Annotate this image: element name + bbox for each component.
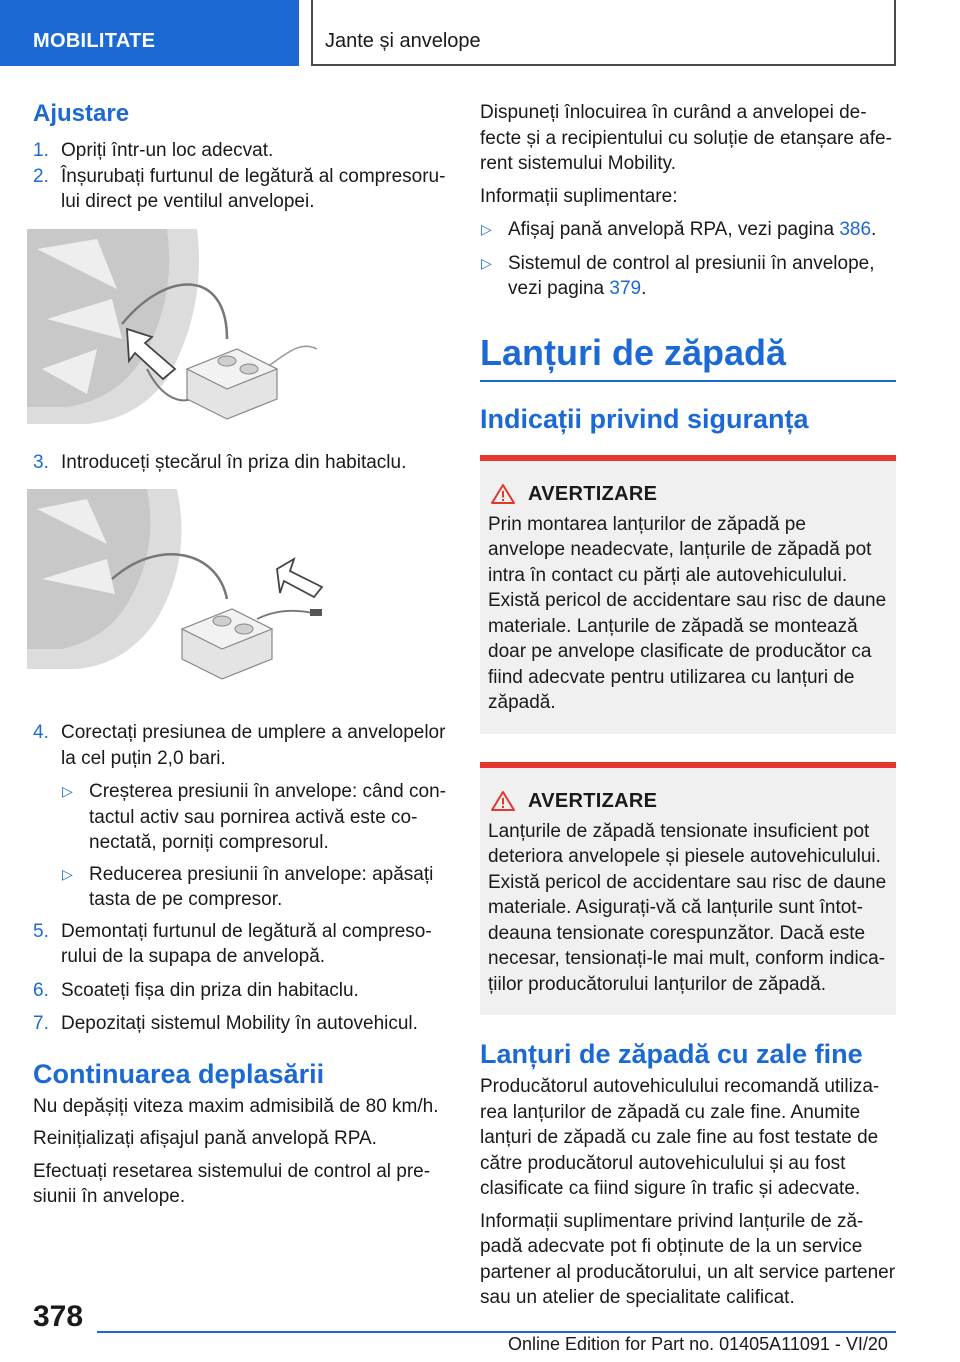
step-item: 3. Introduceți ștecărul în priza din habitaclu.: [33, 451, 407, 473]
header-section-tab: [0, 0, 299, 66]
step-item: 6. Scoateți fișa din priza din habitaclu.: [33, 979, 359, 1001]
triangle-bullet-icon: ▷: [481, 221, 492, 237]
warning-text: Prin montarea lanțurilor de zăpadă pe anvelope neadecvate, lanțurile de zăpadă pot intra în contact cu părți ale autovehiculului. Există pericol de accidentare sau risc de daune materiale. Lanțurile de zăpadă se montează doar pe anvelope clasificate de producător ca fiind adecvate pentru utilizarea cu lanțuri de zăpadă.: [488, 513, 887, 713]
steps-list-a: [33, 138, 451, 215]
heading-rule: [480, 380, 896, 382]
warning-triangle-icon: [490, 483, 516, 505]
heading-fine-chains: Lanțuri de zăpadă cu zale fine: [480, 1039, 863, 1069]
figure-compressor-valve: [27, 229, 327, 424]
paragraph: Reinițializați afișajul pană anvelopă RPA.: [33, 1128, 377, 1149]
sublist-item: ▷ Creșterea presiunii în anvelope: când contactul activ sau pornirea activă este conectată, porniți compresorul.: [62, 781, 446, 853]
warning-box: [480, 455, 896, 734]
heading-safety: Indicații privind siguranța: [480, 403, 809, 434]
paragraph: Informații suplimentare:: [480, 185, 678, 207]
warning-title: AVERTIZARE: [490, 483, 888, 506]
warning-title: AVERTIZARE: [490, 790, 888, 813]
sublist-item: ▷ Reducerea presiunii în anvelope: apăsați tasta de pe compresor.: [62, 863, 434, 910]
triangle-bullet-icon: ▷: [62, 783, 73, 799]
paragraph: Dispuneți înlocuirea în curând a anvelopei defecte și a recipientului cu soluție de etanșare aferent sistemului Mobility.: [480, 102, 892, 174]
left-column: [33, 100, 451, 1210]
header-chapter-title: Jante și anvelope: [325, 30, 481, 52]
reference-list: [480, 217, 896, 302]
warning-triangle-icon: [490, 790, 516, 812]
steps-list-4: [33, 720, 451, 913]
figure-compressor-plug: [27, 489, 327, 684]
triangle-bullet-icon: ▷: [481, 254, 492, 271]
page-link[interactable]: 386: [839, 219, 872, 240]
steps-list-3: [33, 450, 451, 476]
step4-sublist: [61, 779, 451, 913]
page-number: 378: [33, 1300, 84, 1333]
step-item: 1. Opriți într-un loc adecvat.: [33, 140, 274, 161]
warning-box: [480, 762, 896, 1016]
footer-edition: Online Edition for Part no. 01405A11091 - VI/20: [508, 1334, 888, 1354]
page-link[interactable]: 379: [609, 278, 642, 299]
paragraph: Producătorul autovehiculului recomandă utilizarea lanțurilor de zăpadă cu zale fine. Anumite lanțuri de zăpadă cu zale fine au fost testate de către producătorul autovehiculului și au fost clasificate ca fiind sigure în trafic și adecvate.: [480, 1076, 880, 1199]
step-item: 4. Corectați presiunea de umplere a anvelopelor la cel puțin 2,0 bari. ▷ Creșterea presiunii în anvelope: când contactul activ sau pornirea activă este conectată, porniți compresorul. ▷ Reducerea presiunii în anvelope: apăsați tasta de pe compresor.: [33, 720, 451, 913]
paragraph: Efectuați resetarea sistemului de control al presiunii în anvelope.: [33, 1160, 431, 1207]
footer-rule: [97, 1331, 896, 1333]
header-section-title: MOBILITATE: [33, 30, 156, 52]
right-column: [480, 100, 896, 1311]
steps-list-b: [33, 919, 451, 1037]
triangle-bullet-icon: ▷: [62, 865, 73, 882]
paragraph: Nu depășiți viteza maxim admisibilă de 80 km/h.: [33, 1095, 439, 1117]
heading-continue: Continuarea deplasării: [33, 1058, 325, 1089]
step-item: 5. Demontați furtunul de legătură al compresorului de la supapa de anvelopă.: [33, 920, 432, 967]
header-chapter-tab: [311, 0, 896, 66]
heading-snow-chains: Lanțuri de zăpadă: [480, 331, 787, 373]
reference-item: ▷ Afișaj pană anvelopă RPA, vezi pagina 386.: [480, 217, 896, 243]
reference-item: ▷ Sistemul de control al presiunii în anvelope, vezi pagina 379.: [481, 252, 875, 299]
heading-adjust: Ajustare: [33, 100, 130, 127]
paragraph: Informații suplimentare privind lanțurile de zăpadă adecvate pot fi obținute de la un service partener al producătorului, un alt service partener sau un atelier de specialitate calificat.: [480, 1210, 896, 1308]
step-item: 7. Depozitați sistemul Mobility în autovehicul.: [33, 1013, 418, 1034]
warning-text: Lanțurile de zăpadă tensionate insuficient pot deteriora anvelopele și piesele autovehiculului. Există pericol de accidentare sau risc de daune materiale. Asigurați-vă că lanțurile sunt întotdeauna tensionate corespunzător. Dacă este necesar, tensionați-le mai mult, conform indicațiilor producătorului lanțurilor de zăpadă.: [488, 820, 887, 995]
step-item: 2. Înșurubați furtunul de legătură al compresorului direct pe ventilul anvelopei.: [33, 165, 446, 212]
